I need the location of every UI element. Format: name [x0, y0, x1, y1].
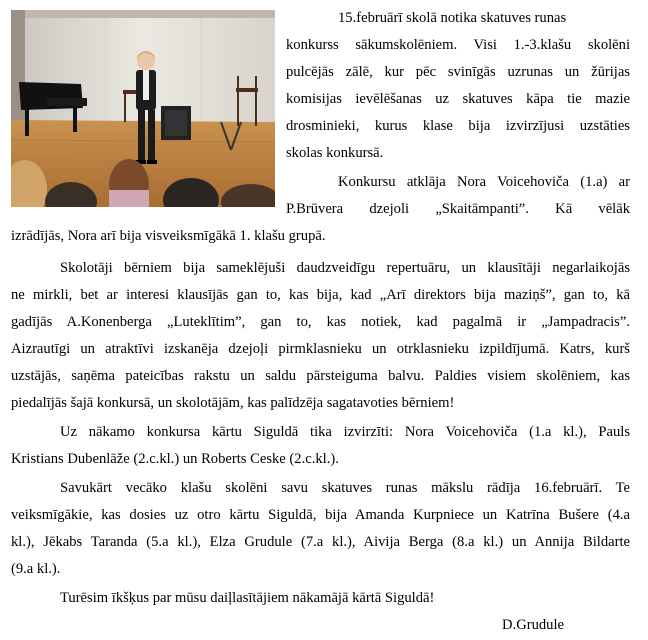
article-line: pulcējās zālē, kur pēc svinīgās uzrunas un žūrijas — [286, 64, 630, 80]
article-line: uzstājās, saņēma pateicības rakstu un saldu pārsteiguma balvu. Paldies visiem skolēniem, kas — [11, 368, 630, 384]
article-line: piedalījās šajā konkursā, un skolotājām, kas palīdzēja sagatavoties bērniem! — [11, 395, 455, 411]
article-line: izrādījās, Nora arī bija visveiksmīgākā 1. klašu grupā. — [11, 228, 326, 244]
article-line: Aizrautīgi un atraktīvi izskanēja dzejoļi pirmklasnieku un otrklasnieku izpildījumā. Katrs, kurš — [11, 341, 630, 357]
article-line: skolas konkursā. — [286, 145, 384, 161]
article-line: gadījās A.Konenberga „Luteklītim”, gan to, kas notiek, kad pagalmā ir „Jampadracis”. — [11, 314, 630, 330]
article-line: Skolotāji bērniem bija sameklējuši daudzveidīgu repertuāru, un klausītāji negarlaikojās — [60, 260, 630, 276]
article-line: P.Brūvera dzejoli „Skaitāmpanti”. Kā vēlāk — [286, 201, 630, 217]
article-line: Kristians Dubenlāže (2.c.kl.) un Roberts Ceske (2.c.kl.). — [11, 451, 339, 467]
article-line: Uz nākamo konkursa kārtu Siguldā tika izvirzīti: Nora Voicehoviča (1.a kl.), Pauls — [60, 424, 630, 440]
article-line: drosminieki, kurus klase bija izvirzījusi uzstāties — [286, 118, 630, 134]
article-line: konkurss sākumskolēniem. Visi 1.-3.klašu skolēni — [286, 37, 630, 53]
article-line: Turēsim īkšķus par mūsu daiļlasītājiem nākamājā kārtā Siguldā! — [60, 590, 435, 606]
article-line: kl.), Jēkabs Taranda (5.a kl.), Elza Grudule (7.a kl.), Aivija Berga (8.a kl.) un Annija Bildarte — [11, 534, 630, 550]
article-line: Konkursu atklāja Nora Voicehoviča (1.a) ar — [338, 174, 630, 190]
article-line: komisijas ievēlēšanas uz skatuves kāpa tie mazie — [286, 91, 630, 107]
article-line: ne mirkli, bet ar interesi klausījās gan to, kas bija, kad „Arī direktors bija maziņš”, gan to, kā — [11, 287, 630, 303]
article-line: Savukārt vecāko klašu skolēni savu skatuves runas mākslu rādīja 16.februārī. Te — [60, 480, 630, 496]
article-line: 15.februārī skolā notika skatuves runas — [338, 10, 567, 26]
article-signature: D.Grudule — [502, 617, 565, 633]
article-line: veiksmīgākie, kas dosies uz otro kārtu Siguldā, bija Amanda Kurpniece un Katrīna Bušere (4.a — [11, 507, 630, 523]
stage-performance-photo — [11, 10, 275, 207]
article-line: (9.a kl.). — [11, 561, 61, 577]
